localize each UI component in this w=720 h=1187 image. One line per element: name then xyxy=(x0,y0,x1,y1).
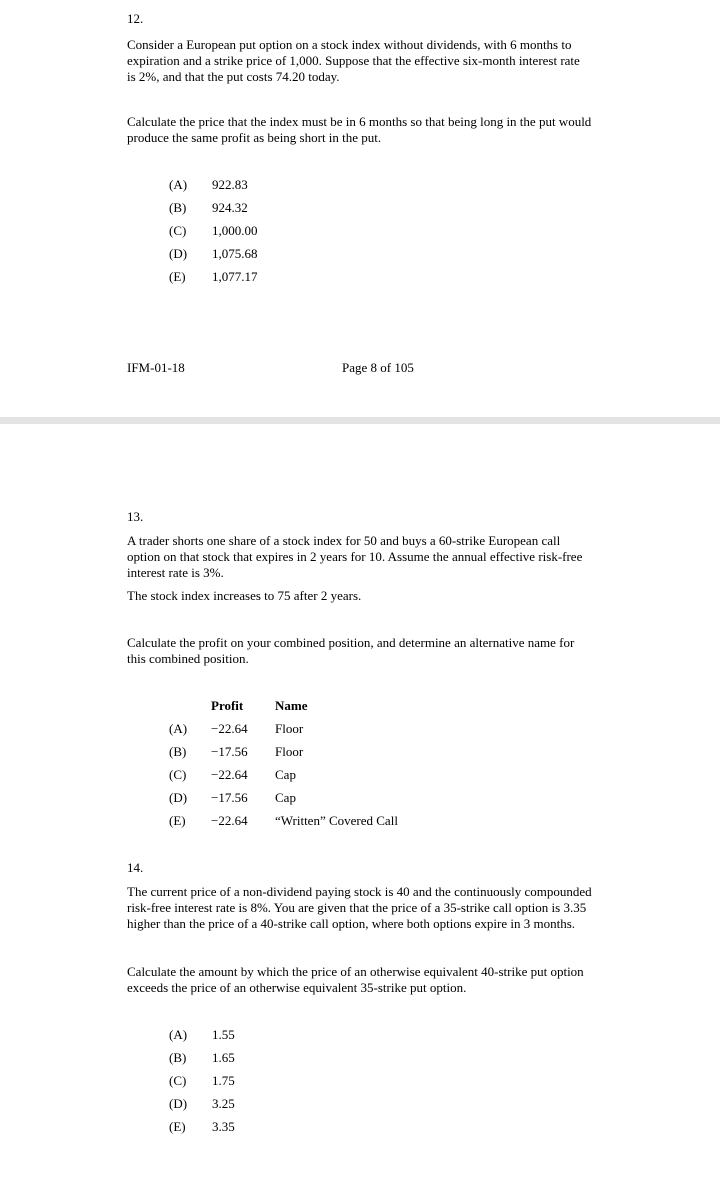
stem-line: higher than the price of a 40-strike call option, where both options expire in 3 months. xyxy=(127,916,576,931)
prompt-line: Calculate the profit on your combined position, and determine an alternative name for xyxy=(127,635,575,650)
option-letter: (C) xyxy=(169,223,187,238)
prompt-line: produce the same profit as being short in the put. xyxy=(127,130,382,145)
option-letter: (E) xyxy=(169,1119,186,1134)
option-letter: (E) xyxy=(169,813,186,828)
option-name: “Written” Covered Call xyxy=(275,813,398,828)
option-value: 1,077.17 xyxy=(212,269,258,284)
stem-line: risk-free interest rate is 8%. You are given that the price of a 35-strike call option is 3.35 xyxy=(127,900,587,915)
page-separator xyxy=(0,417,720,424)
stem-line: The current price of a non-dividend paying stock is 40 and the continuously compounded xyxy=(127,884,592,899)
answer-option xyxy=(169,1118,235,1136)
question-13-stem xyxy=(127,533,667,581)
answer-option xyxy=(169,199,248,217)
stem-line: expiration and a strike price of 1,000. Suppose that the effective six-month interest rate xyxy=(127,53,580,68)
answer-option xyxy=(169,1072,235,1090)
option-letter: (B) xyxy=(169,200,187,215)
question-14-prompt xyxy=(127,964,687,996)
option-letter: (B) xyxy=(169,744,187,759)
option-profit: −17.56 xyxy=(211,790,248,805)
question-12-stem xyxy=(127,37,667,85)
question-12-number: 12. xyxy=(127,11,144,26)
stem-line: A trader shorts one share of a stock index for 50 and buys a 60-strike European call xyxy=(127,533,561,548)
option-letter: (E) xyxy=(169,269,186,284)
option-letter: (C) xyxy=(169,1073,187,1088)
answer-option xyxy=(169,268,258,286)
prompt-line: Calculate the amount by which the price of an otherwise equivalent 40-strike put option xyxy=(127,964,584,979)
option-value: 1.55 xyxy=(212,1027,235,1042)
question-14-number: 14. xyxy=(127,860,144,875)
question-13-number: 13. xyxy=(127,509,144,524)
prompt-line: Calculate the price that the index must be in 6 months so that being long in the put would xyxy=(127,114,592,129)
answer-option xyxy=(169,176,248,194)
option-value: 3.25 xyxy=(212,1096,235,1111)
option-letter: (B) xyxy=(169,1050,187,1065)
option-value: 1,075.68 xyxy=(212,246,258,261)
option-letter: (C) xyxy=(169,767,187,782)
option-name: Floor xyxy=(275,744,304,759)
option-value: 924.32 xyxy=(212,200,248,215)
name-header: Name xyxy=(275,698,308,713)
profit-header: Profit xyxy=(211,698,244,713)
answer-option xyxy=(169,1049,235,1067)
stem-line: is 2%, and that the put costs 74.20 today. xyxy=(127,69,340,84)
option-value: 1.75 xyxy=(212,1073,235,1088)
option-letter: (A) xyxy=(169,1027,188,1042)
option-profit: −22.64 xyxy=(211,767,248,782)
option-letter: (A) xyxy=(169,721,188,736)
option-value: 1,000.00 xyxy=(212,223,258,238)
answer-option xyxy=(169,245,258,263)
footer-page-number: Page 8 of 105 xyxy=(342,360,414,375)
answer-option xyxy=(169,1026,235,1044)
stem-line: option on that stock that expires in 2 years for 10. Assume the annual effective risk-free xyxy=(127,549,583,564)
answer-option xyxy=(169,222,258,240)
prompt-line: this combined position. xyxy=(127,651,249,666)
question-13-prompt xyxy=(127,635,667,667)
option-letter: (D) xyxy=(169,790,188,805)
stem-line: interest rate is 3%. xyxy=(127,565,224,580)
question-12-prompt xyxy=(127,114,667,146)
option-letter: (D) xyxy=(169,1096,188,1111)
stem-line: Consider a European put option on a stock index without dividends, with 6 months to xyxy=(127,37,572,52)
option-value: 1.65 xyxy=(212,1050,235,1065)
option-name: Cap xyxy=(275,790,296,805)
answer-option xyxy=(169,1095,235,1113)
footer-doc-id: IFM-01-18 xyxy=(127,360,185,375)
question-14-stem xyxy=(127,884,687,932)
option-profit: −22.64 xyxy=(211,813,248,828)
question-13-stem-2: The stock index increases to 75 after 2 years. xyxy=(127,588,362,603)
option-profit: −17.56 xyxy=(211,744,248,759)
option-letter: (A) xyxy=(169,177,188,192)
option-letter: (D) xyxy=(169,246,188,261)
option-value: 3.35 xyxy=(212,1119,235,1134)
option-name: Floor xyxy=(275,721,304,736)
option-profit: −22.64 xyxy=(211,721,248,736)
option-name: Cap xyxy=(275,767,296,782)
prompt-line: exceeds the price of an otherwise equivalent 35-strike put option. xyxy=(127,980,467,995)
option-value: 922.83 xyxy=(212,177,248,192)
